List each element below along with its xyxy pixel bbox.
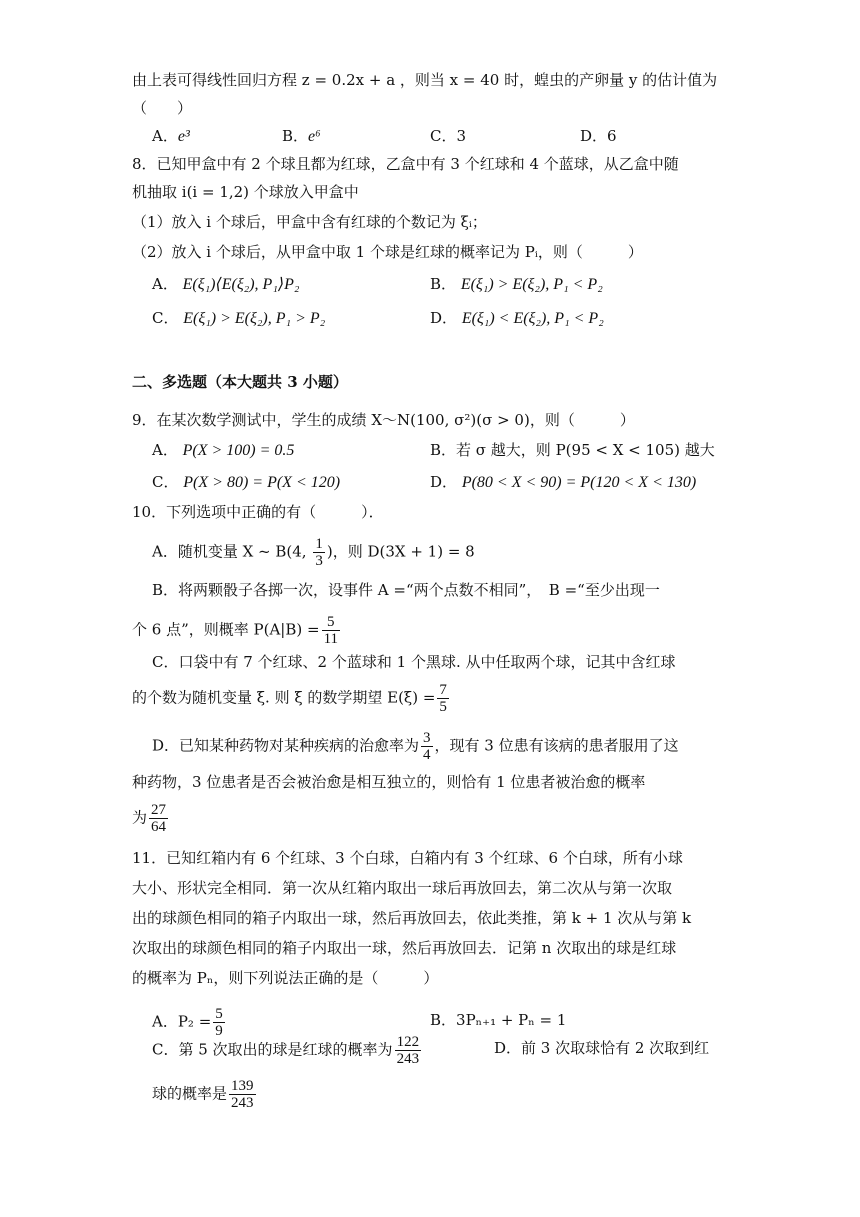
q11-option-b: B．3Pₙ₊₁ + Pₙ = 1 [430,1011,567,1029]
q8-option-c: C． E(ξ₁) > E(ξ₂), P₁ > P₂ [152,309,326,327]
q11-line-5: 的概率为 Pₙ，则下列说法正确的是（ ） [132,969,439,987]
q11-option-d-line-2: 球的概率是 $\frac{139}{243}$ [152,1078,254,1111]
q9-option-c: C． P(X > 80) = P(X < 120) [152,473,341,491]
q7-line-1: 由上表可得线性回归方程 z = 0.2x + a ，则当 x = 40 时，蝗虫的产卵量 y 的估计值为 [132,71,718,89]
fraction: $\frac{1}{3}$ [315,536,323,569]
fraction: $\frac{139}{243}$ [231,1078,254,1111]
fraction: $\frac{3}{4}$ [423,730,431,763]
q8-line-4: （2）放入 i 个球后，从甲盒中取 1 个球是红球的概率记为 Pᵢ，则（ ） [132,243,643,261]
q8-line-3: （1）放入 i 个球后，甲盒中含有红球的个数记为 ξᵢ； [132,213,487,231]
q10-option-d-line-2: 种药物，3 位患者是否会被治愈是相互独立的，则恰有 1 位患者被治愈的概率 [132,773,646,791]
q11-line-4: 次取出的球颜色相同的箱子内取出一球，然后再放回去．记第 n 次取出的球是红球 [132,939,677,957]
q9-line-1: 9．在某次数学测试中，学生的成绩 X～N(100, σ²)(σ > 0)，则（ ） [132,411,635,429]
section-heading-multiple-choice: 二、多选题（本大题共 3 小题） [132,373,348,391]
q11-line-2: 大小、形状完全相同．第一次从红箱内取出一球后再放回去，第二次从与第一次取 [132,879,673,897]
q7-option-b: B．e⁶ [282,127,321,145]
q10-option-c-line-1: C．口袋中有 7 个红球、2 个蓝球和 1 个黑球. 从中任取两个球，记其中含红球 [152,653,676,671]
q10-option-d-line-3: 为 $\frac{27}{64}$ [132,802,167,835]
fraction: $\frac{5}{11}$ [323,614,339,647]
fraction: $\frac{5}{9}$ [215,1006,223,1039]
q10-line-1: 10．下列选项中正确的有（ ）． [132,503,384,521]
fraction: $\frac{7}{5}$ [439,682,447,715]
q10-option-c-line-2: 的个数为随机变量 ξ. 则 ξ 的数学期望 E(ξ) = $\frac{7}{5}$ [132,682,447,715]
q10-option-d-line-1: D．已知某种药物对某种疾病的治愈率为 $\frac{3}{4}$ ，现有 3 位患有该病的患者服用了这 [152,730,679,763]
q10-option-a: A．随机变量 X ~ B(4, $\frac{1}{3}$ )，则 D(3X + 1) = 8 [152,536,475,569]
q10-option-b-line-2: 个 6 点”，则概率 P(A|B) = $\frac{5}{11}$ [132,614,339,647]
q11-option-c: C．第 5 次取出的球是红球的概率为 $\frac{122}{243}$ [152,1034,420,1067]
q8-line-2: 机抽取 i(i = 1,2) 个球放入甲盒中 [132,183,359,201]
q7-line-2: （ ） [132,99,193,117]
fraction: $\frac{122}{243}$ [396,1034,420,1067]
q9-option-a: A． P(X > 100) = 0.5 [152,441,295,459]
fraction: $\frac{27}{64}$ [151,802,167,835]
q8-line-1: 8．已知甲盒中有 2 个球且都为红球，乙盒中有 3 个红球和 4 个蓝球，从乙盒中随 [132,155,679,173]
q7-option-d: D．6 [580,127,617,145]
q11-option-a: A．P₂ = $\frac{5}{9}$ [152,1006,223,1039]
q9-option-d: D． P(80 < X < 90) = P(120 < X < 130) [430,473,697,491]
q7-option-a: A．e³ [152,127,190,145]
q11-line-3: 出的球颜色相同的箱子内取出一球，然后再放回去，依此类推，第 k + 1 次从与第 k [132,909,692,927]
q10-option-b-line-1: B．将两颗骰子各掷一次，设事件 A =“两个点数不相同”， B =“至少出现一 [152,581,660,599]
q8-option-a: A． E(ξ₁)⟨E(ξ₂), P₁⟩P₂ [152,275,300,293]
q9-option-b: B．若 σ 越大，则 P(95 < X < 105) 越大 [430,441,715,459]
q11-line-1: 11．已知红箱内有 6 个红球、3 个白球，白箱内有 3 个红球、6 个白球，所有小球 [132,849,683,867]
q8-option-b: B． E(ξ₁) > E(ξ₂), P₁ < P₂ [430,275,603,293]
q7-option-c: C．3 [430,127,467,145]
q8-option-d: D． E(ξ₁) < E(ξ₂), P₁ < P₂ [430,309,604,327]
q11-option-d-line-1: D．前 3 次取球恰有 2 次取到红 [494,1039,710,1057]
